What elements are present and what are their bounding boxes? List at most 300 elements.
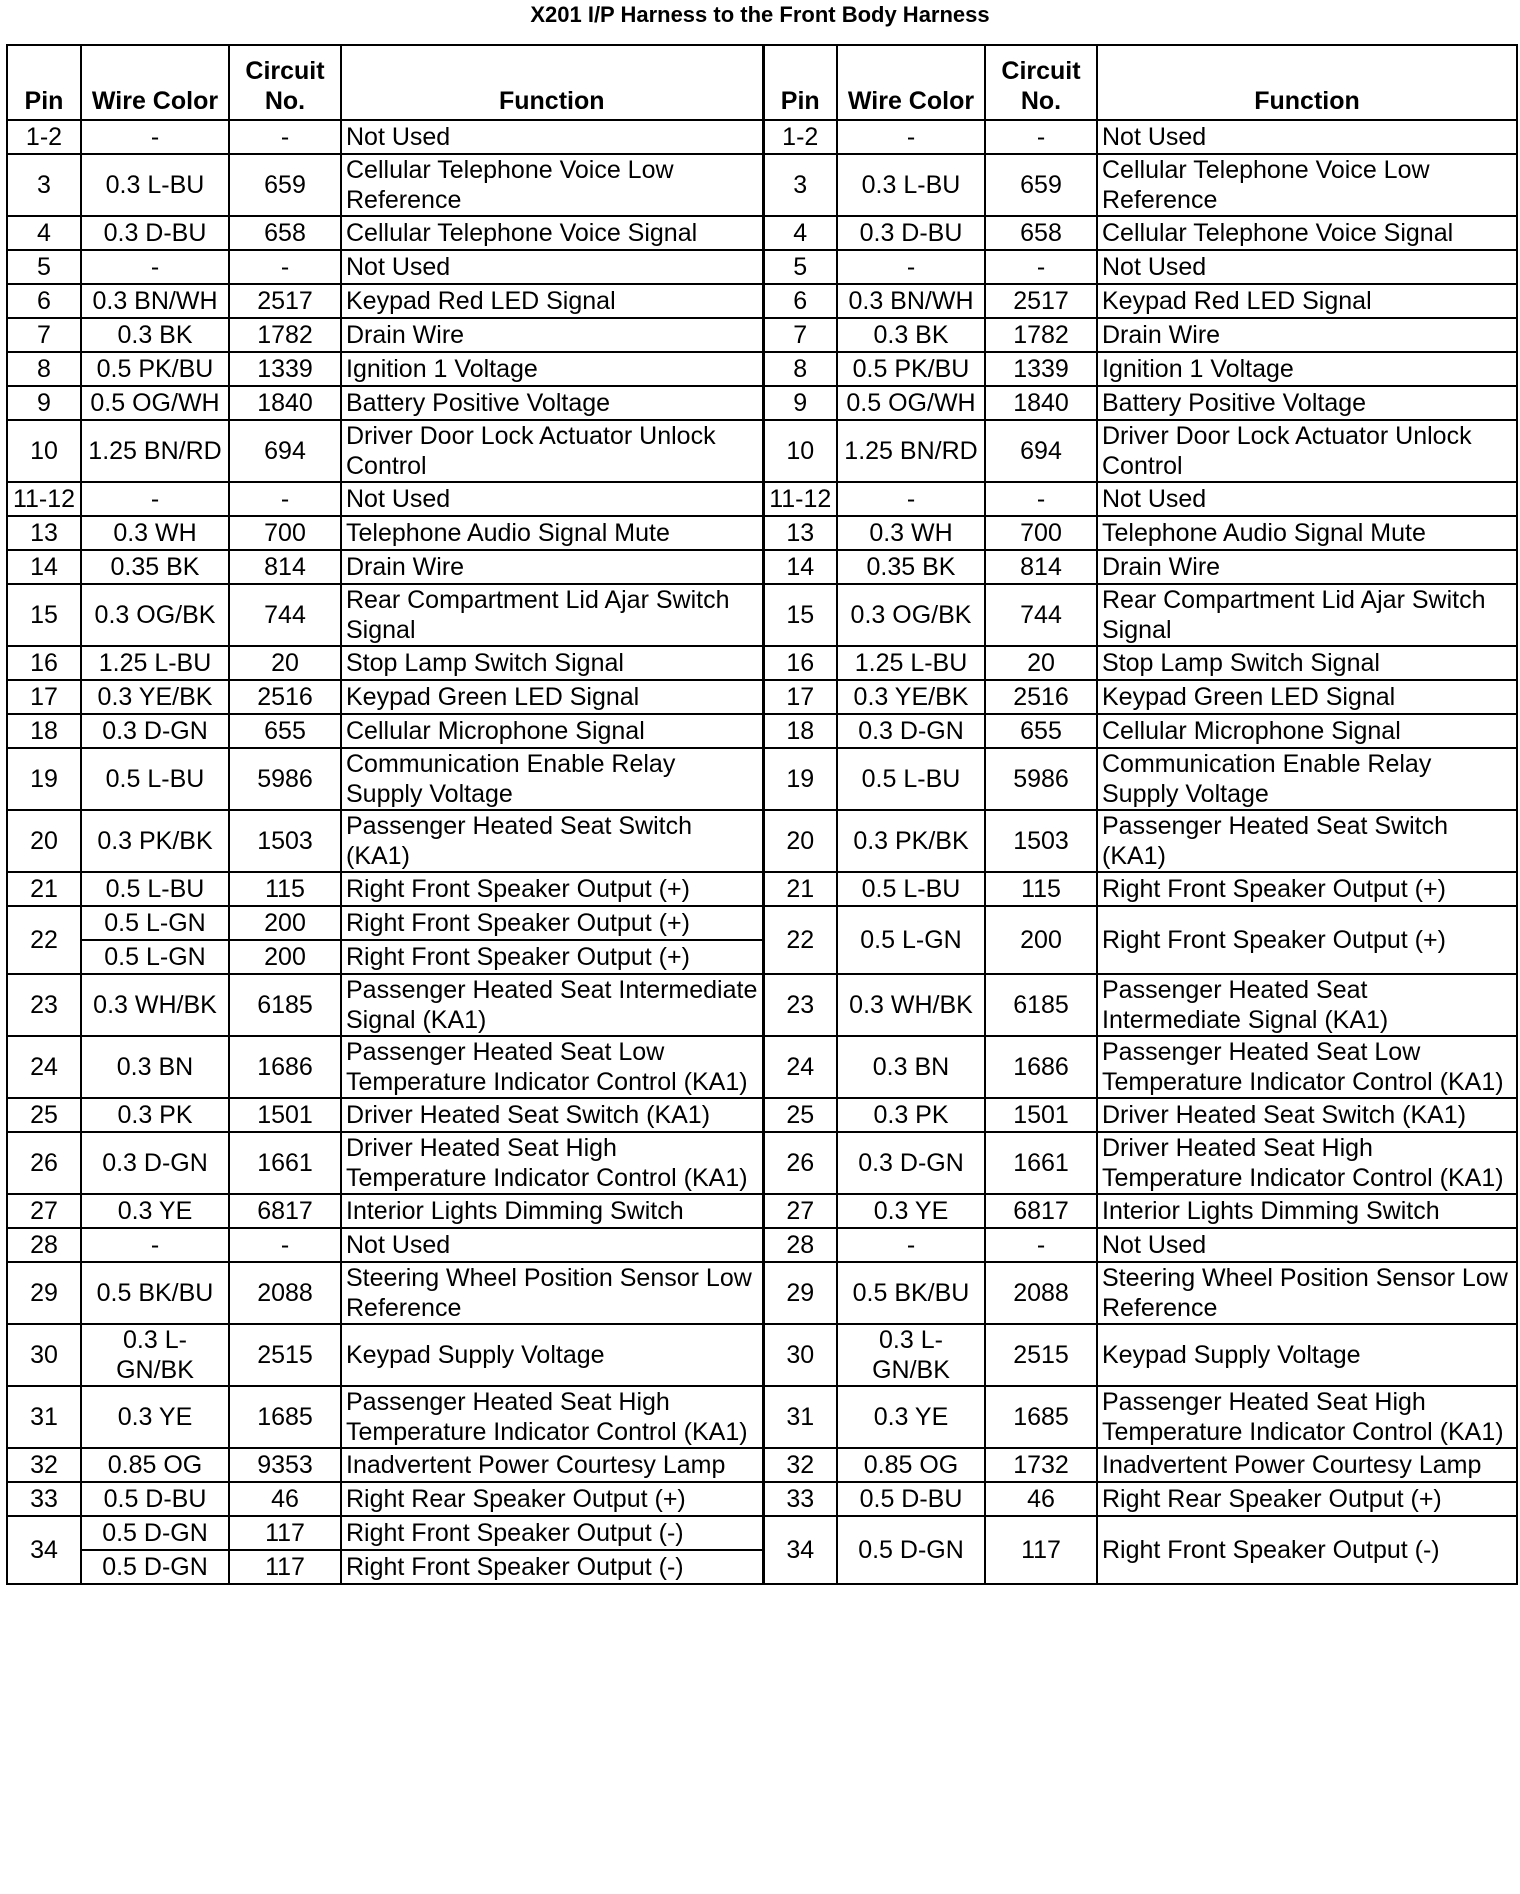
pin-cell: 24: [763, 1036, 837, 1098]
circuit-no-cell: 1686: [985, 1036, 1097, 1098]
pin-cell: 29: [763, 1262, 837, 1324]
table-row: [7, 1098, 1517, 1132]
header-circuit-no: Circuit No.: [985, 45, 1097, 120]
circuit-no-cell: 1732: [985, 1448, 1097, 1482]
pin-cell: 28: [763, 1228, 837, 1262]
header-function: Function: [1097, 45, 1517, 120]
table-row: [7, 120, 1517, 154]
circuit-no-cell: 1840: [985, 386, 1097, 420]
table-row: [7, 216, 1517, 250]
wire-color-cell: -: [837, 1228, 985, 1262]
wire-color-cell: -: [81, 120, 229, 154]
function-cell: Cellular Telephone Voice Low Reference: [341, 154, 763, 216]
wire-color-cell: 0.5 D-GN: [81, 1550, 229, 1584]
circuit-no-cell: 814: [229, 550, 341, 584]
pin-cell: 30: [763, 1324, 837, 1386]
pin-cell: 33: [7, 1482, 81, 1516]
function-cell: Battery Positive Voltage: [1097, 386, 1517, 420]
circuit-no-cell: 1661: [985, 1132, 1097, 1194]
function-cell: Driver Door Lock Actuator Unlock Control: [1097, 420, 1517, 482]
circuit-no-cell: 200: [985, 906, 1097, 974]
pin-cell: 4: [763, 216, 837, 250]
function-cell: Driver Heated Seat High Temperature Indicator Control (KA1): [341, 1132, 763, 1194]
circuit-no-cell: 655: [229, 714, 341, 748]
pin-cell: 18: [7, 714, 81, 748]
wire-color-cell: 0.3 L-GN/BK: [837, 1324, 985, 1386]
circuit-no-cell: 2088: [985, 1262, 1097, 1324]
function-cell: Not Used: [341, 1228, 763, 1262]
pin-cell: 26: [7, 1132, 81, 1194]
wire-color-cell: 0.3 OG/BK: [81, 584, 229, 646]
wire-color-cell: 0.3 PK: [81, 1098, 229, 1132]
function-cell: Keypad Red LED Signal: [1097, 284, 1517, 318]
circuit-no-cell: 200: [229, 906, 341, 940]
wire-color-cell: 0.5 L-GN: [81, 940, 229, 974]
table-row: [7, 318, 1517, 352]
wire-color-cell: 0.3 YE/BK: [837, 680, 985, 714]
circuit-no-cell: 117: [229, 1550, 341, 1584]
pin-cell: 32: [763, 1448, 837, 1482]
table-row: [7, 714, 1517, 748]
circuit-no-cell: 200: [229, 940, 341, 974]
wire-color-cell: 0.5 D-BU: [837, 1482, 985, 1516]
pin-cell: 7: [7, 318, 81, 352]
wire-color-cell: 0.3 OG/BK: [837, 584, 985, 646]
circuit-no-cell: 2517: [229, 284, 341, 318]
function-cell: Not Used: [1097, 1228, 1517, 1262]
wire-color-cell: 0.5 D-BU: [81, 1482, 229, 1516]
table-row: [7, 810, 1517, 872]
circuit-no-cell: 1503: [229, 810, 341, 872]
pin-cell: 27: [763, 1194, 837, 1228]
wire-color-cell: 0.35 BK: [837, 550, 985, 584]
function-cell: Steering Wheel Position Sensor Low Reference: [341, 1262, 763, 1324]
function-cell: Battery Positive Voltage: [341, 386, 763, 420]
table-row: [7, 1516, 1517, 1550]
header-pin: Pin: [7, 45, 81, 120]
circuit-no-cell: 2515: [229, 1324, 341, 1386]
wire-color-cell: 0.5 L-GN: [837, 906, 985, 974]
function-cell: Right Front Speaker Output (-): [341, 1550, 763, 1584]
wire-color-cell: 0.5 L-BU: [81, 872, 229, 906]
function-cell: Passenger Heated Seat High Temperature Indicator Control (KA1): [341, 1386, 763, 1448]
wire-color-cell: 0.35 BK: [81, 550, 229, 584]
circuit-no-cell: 1339: [985, 352, 1097, 386]
circuit-no-cell: 46: [985, 1482, 1097, 1516]
pin-cell: 7: [763, 318, 837, 352]
wire-color-cell: 0.3 D-BU: [81, 216, 229, 250]
circuit-no-cell: 659: [985, 154, 1097, 216]
function-cell: Passenger Heated Seat Intermediate Signal (KA1): [1097, 974, 1517, 1036]
function-cell: Driver Door Lock Actuator Unlock Control: [341, 420, 763, 482]
pin-cell: 22: [7, 906, 81, 974]
function-cell: Stop Lamp Switch Signal: [1097, 646, 1517, 680]
table-row: [7, 1482, 1517, 1516]
table-row: [7, 550, 1517, 584]
circuit-no-cell: 655: [985, 714, 1097, 748]
circuit-no-cell: 1501: [985, 1098, 1097, 1132]
wire-color-cell: 0.3 L-BU: [81, 154, 229, 216]
table-row: [7, 680, 1517, 714]
pin-cell: 3: [7, 154, 81, 216]
pin-cell: 34: [7, 1516, 81, 1584]
wire-color-cell: -: [837, 250, 985, 284]
function-cell: Interior Lights Dimming Switch: [341, 1194, 763, 1228]
function-cell: Drain Wire: [341, 550, 763, 584]
pin-cell: 5: [7, 250, 81, 284]
circuit-no-cell: 6817: [229, 1194, 341, 1228]
function-cell: Right Rear Speaker Output (+): [341, 1482, 763, 1516]
pin-cell: 14: [7, 550, 81, 584]
wire-color-cell: 1.25 L-BU: [81, 646, 229, 680]
function-cell: Cellular Microphone Signal: [341, 714, 763, 748]
wire-color-cell: 0.3 PK/BK: [837, 810, 985, 872]
wire-color-cell: 0.3 BK: [837, 318, 985, 352]
function-cell: Cellular Microphone Signal: [1097, 714, 1517, 748]
wire-color-cell: -: [837, 482, 985, 516]
wire-color-cell: 0.3 WH/BK: [81, 974, 229, 1036]
pin-cell: 33: [763, 1482, 837, 1516]
function-cell: Passenger Heated Seat Intermediate Signal (KA1): [341, 974, 763, 1036]
function-cell: Cellular Telephone Voice Low Reference: [1097, 154, 1517, 216]
circuit-no-cell: 694: [229, 420, 341, 482]
pin-cell: 19: [7, 748, 81, 810]
circuit-no-cell: 5986: [229, 748, 341, 810]
table-header-row: [7, 45, 1517, 120]
wire-color-cell: 0.3 D-BU: [837, 216, 985, 250]
pin-cell: 4: [7, 216, 81, 250]
circuit-no-cell: 117: [985, 1516, 1097, 1584]
function-cell: Not Used: [341, 120, 763, 154]
circuit-no-cell: 20: [229, 646, 341, 680]
pin-cell: 32: [7, 1448, 81, 1482]
circuit-no-cell: 700: [985, 516, 1097, 550]
function-cell: Rear Compartment Lid Ajar Switch Signal: [1097, 584, 1517, 646]
pin-cell: 30: [7, 1324, 81, 1386]
pin-cell: 21: [7, 872, 81, 906]
function-cell: Right Front Speaker Output (+): [341, 940, 763, 974]
table-row: [7, 1324, 1517, 1386]
pin-cell: 11-12: [7, 482, 81, 516]
function-cell: Telephone Audio Signal Mute: [341, 516, 763, 550]
wire-color-cell: 0.3 YE/BK: [81, 680, 229, 714]
circuit-no-cell: 1686: [229, 1036, 341, 1098]
function-cell: Right Front Speaker Output (+): [1097, 872, 1517, 906]
pin-cell: 25: [763, 1098, 837, 1132]
function-cell: Right Front Speaker Output (+): [341, 872, 763, 906]
pin-cell: 3: [763, 154, 837, 216]
pin-cell: 1-2: [7, 120, 81, 154]
function-cell: Inadvertent Power Courtesy Lamp: [341, 1448, 763, 1482]
pin-cell: 8: [7, 352, 81, 386]
circuit-no-cell: 115: [229, 872, 341, 906]
pin-cell: 17: [7, 680, 81, 714]
table-row: [7, 516, 1517, 550]
circuit-no-cell: 658: [985, 216, 1097, 250]
pin-cell: 25: [7, 1098, 81, 1132]
function-cell: Drain Wire: [341, 318, 763, 352]
pin-cell: 13: [7, 516, 81, 550]
circuit-no-cell: 46: [229, 1482, 341, 1516]
table-row: [7, 482, 1517, 516]
wire-color-cell: 0.5 D-GN: [837, 1516, 985, 1584]
table-row: [7, 748, 1517, 810]
wire-color-cell: 0.5 OG/WH: [837, 386, 985, 420]
function-cell: Drain Wire: [1097, 318, 1517, 352]
circuit-no-cell: 1661: [229, 1132, 341, 1194]
pin-cell: 20: [7, 810, 81, 872]
function-cell: Right Front Speaker Output (-): [1097, 1516, 1517, 1584]
wire-color-cell: 0.3 BN: [81, 1036, 229, 1098]
function-cell: Cellular Telephone Voice Signal: [341, 216, 763, 250]
circuit-no-cell: 2515: [985, 1324, 1097, 1386]
header-pin: Pin: [763, 45, 837, 120]
function-cell: Stop Lamp Switch Signal: [341, 646, 763, 680]
function-cell: Driver Heated Seat Switch (KA1): [341, 1098, 763, 1132]
function-cell: Keypad Supply Voltage: [341, 1324, 763, 1386]
function-cell: Passenger Heated Seat Low Temperature Indicator Control (KA1): [341, 1036, 763, 1098]
wire-color-cell: 1.25 BN/RD: [81, 420, 229, 482]
wire-color-cell: 0.3 WH: [837, 516, 985, 550]
pinout-table: [6, 44, 1518, 1585]
pin-cell: 22: [763, 906, 837, 974]
function-cell: Passenger Heated Seat High Temperature Indicator Control (KA1): [1097, 1386, 1517, 1448]
wire-color-cell: 0.3 D-GN: [81, 714, 229, 748]
function-cell: Passenger Heated Seat Switch (KA1): [341, 810, 763, 872]
wire-color-cell: 1.25 BN/RD: [837, 420, 985, 482]
table-row: [7, 420, 1517, 482]
page-title: X201 I/P Harness to the Front Body Harness: [530, 2, 990, 27]
pin-cell: 29: [7, 1262, 81, 1324]
pin-cell: 21: [763, 872, 837, 906]
table-row: [7, 1036, 1517, 1098]
pin-cell: 26: [763, 1132, 837, 1194]
circuit-no-cell: 1840: [229, 386, 341, 420]
function-cell: Ignition 1 Voltage: [1097, 352, 1517, 386]
pin-cell: 23: [7, 974, 81, 1036]
harness-table-wrapper: [6, 44, 1518, 1585]
function-cell: Drain Wire: [1097, 550, 1517, 584]
function-cell: Communication Enable Relay Supply Voltage: [1097, 748, 1517, 810]
circuit-no-cell: 117: [229, 1516, 341, 1550]
wire-color-cell: 0.3 D-GN: [81, 1132, 229, 1194]
pin-cell: 1-2: [763, 120, 837, 154]
wire-color-cell: 0.3 BN/WH: [837, 284, 985, 318]
pin-cell: 14: [763, 550, 837, 584]
pin-cell: 17: [763, 680, 837, 714]
function-cell: Keypad Red LED Signal: [341, 284, 763, 318]
wire-color-cell: 0.3 PK: [837, 1098, 985, 1132]
wire-color-cell: 0.3 BN: [837, 1036, 985, 1098]
wire-color-cell: -: [837, 120, 985, 154]
pin-cell: 9: [763, 386, 837, 420]
wire-color-cell: 0.5 BK/BU: [81, 1262, 229, 1324]
circuit-no-cell: 6185: [229, 974, 341, 1036]
table-row: [7, 1448, 1517, 1482]
pin-cell: 24: [7, 1036, 81, 1098]
table-row: [7, 1228, 1517, 1262]
wire-color-cell: -: [81, 1228, 229, 1262]
function-cell: Not Used: [341, 482, 763, 516]
header-circuit-no: Circuit No.: [229, 45, 341, 120]
circuit-no-cell: -: [229, 482, 341, 516]
circuit-no-cell: -: [985, 120, 1097, 154]
wire-color-cell: 0.5 PK/BU: [837, 352, 985, 386]
pin-cell: 8: [763, 352, 837, 386]
function-cell: Right Rear Speaker Output (+): [1097, 1482, 1517, 1516]
pin-cell: 16: [763, 646, 837, 680]
pin-cell: 13: [763, 516, 837, 550]
table-row: [7, 646, 1517, 680]
header-function: Function: [341, 45, 763, 120]
wire-color-cell: 0.3 BN/WH: [81, 284, 229, 318]
pin-cell: 16: [7, 646, 81, 680]
pin-cell: 18: [763, 714, 837, 748]
circuit-no-cell: 700: [229, 516, 341, 550]
function-cell: Steering Wheel Position Sensor Low Reference: [1097, 1262, 1517, 1324]
wire-color-cell: -: [81, 482, 229, 516]
function-cell: Keypad Green LED Signal: [341, 680, 763, 714]
pin-cell: 15: [7, 584, 81, 646]
wire-color-cell: 0.3 D-GN: [837, 714, 985, 748]
function-cell: Passenger Heated Seat Low Temperature Indicator Control (KA1): [1097, 1036, 1517, 1098]
circuit-no-cell: 659: [229, 154, 341, 216]
table-row: [7, 974, 1517, 1036]
pin-cell: 5: [763, 250, 837, 284]
table-row: [7, 352, 1517, 386]
pin-cell: 28: [7, 1228, 81, 1262]
circuit-no-cell: -: [985, 1228, 1097, 1262]
circuit-no-cell: -: [985, 482, 1097, 516]
wire-color-cell: 0.3 YE: [81, 1194, 229, 1228]
circuit-no-cell: 2088: [229, 1262, 341, 1324]
function-cell: Not Used: [1097, 482, 1517, 516]
wire-color-cell: 0.3 YE: [837, 1194, 985, 1228]
header-wire-color: Wire Color: [81, 45, 229, 120]
circuit-no-cell: 2516: [985, 680, 1097, 714]
function-cell: Not Used: [1097, 250, 1517, 284]
table-row: [7, 1386, 1517, 1448]
table-row: [7, 1132, 1517, 1194]
table-row: [7, 1262, 1517, 1324]
circuit-no-cell: 20: [985, 646, 1097, 680]
function-cell: Telephone Audio Signal Mute: [1097, 516, 1517, 550]
function-cell: Keypad Green LED Signal: [1097, 680, 1517, 714]
circuit-no-cell: 2516: [229, 680, 341, 714]
function-cell: Cellular Telephone Voice Signal: [1097, 216, 1517, 250]
circuit-no-cell: 1685: [229, 1386, 341, 1448]
wire-color-cell: 0.5 L-BU: [837, 872, 985, 906]
pin-cell: 6: [7, 284, 81, 318]
wire-color-cell: 1.25 L-BU: [837, 646, 985, 680]
table-row: [7, 1194, 1517, 1228]
pin-cell: 10: [763, 420, 837, 482]
circuit-no-cell: 2517: [985, 284, 1097, 318]
pin-cell: 23: [763, 974, 837, 1036]
function-cell: Passenger Heated Seat Switch (KA1): [1097, 810, 1517, 872]
wire-color-cell: 0.5 L-GN: [81, 906, 229, 940]
circuit-no-cell: 1685: [985, 1386, 1097, 1448]
circuit-no-cell: 1339: [229, 352, 341, 386]
circuit-no-cell: 814: [985, 550, 1097, 584]
wire-color-cell: 0.3 L-BU: [837, 154, 985, 216]
circuit-no-cell: -: [229, 250, 341, 284]
function-cell: Inadvertent Power Courtesy Lamp: [1097, 1448, 1517, 1482]
wire-color-cell: 0.3 WH/BK: [837, 974, 985, 1036]
circuit-no-cell: 694: [985, 420, 1097, 482]
header-wire-color: Wire Color: [837, 45, 985, 120]
pin-cell: 19: [763, 748, 837, 810]
function-cell: Not Used: [341, 250, 763, 284]
wire-color-cell: 0.5 L-BU: [837, 748, 985, 810]
function-cell: Right Front Speaker Output (+): [341, 906, 763, 940]
table-row: [7, 386, 1517, 420]
pin-cell: 11-12: [763, 482, 837, 516]
function-cell: Not Used: [1097, 120, 1517, 154]
circuit-no-cell: 5986: [985, 748, 1097, 810]
pin-cell: 10: [7, 420, 81, 482]
wire-color-cell: -: [81, 250, 229, 284]
function-cell: Right Front Speaker Output (+): [1097, 906, 1517, 974]
wire-color-cell: 0.3 D-GN: [837, 1132, 985, 1194]
wire-color-cell: 0.3 YE: [837, 1386, 985, 1448]
wire-color-cell: 0.5 OG/WH: [81, 386, 229, 420]
pin-cell: 31: [763, 1386, 837, 1448]
table-row: [7, 250, 1517, 284]
circuit-no-cell: -: [229, 120, 341, 154]
circuit-no-cell: 1782: [229, 318, 341, 352]
pin-cell: 6: [763, 284, 837, 318]
pin-cell: 9: [7, 386, 81, 420]
wire-color-cell: 0.3 WH: [81, 516, 229, 550]
function-cell: Interior Lights Dimming Switch: [1097, 1194, 1517, 1228]
wire-color-cell: 0.3 BK: [81, 318, 229, 352]
circuit-no-cell: 6817: [985, 1194, 1097, 1228]
circuit-no-cell: 115: [985, 872, 1097, 906]
circuit-no-cell: 9353: [229, 1448, 341, 1482]
wire-color-cell: 0.5 BK/BU: [837, 1262, 985, 1324]
function-cell: Driver Heated Seat High Temperature Indicator Control (KA1): [1097, 1132, 1517, 1194]
circuit-no-cell: 6185: [985, 974, 1097, 1036]
table-row: [7, 284, 1517, 318]
function-cell: Keypad Supply Voltage: [1097, 1324, 1517, 1386]
wire-color-cell: 0.85 OG: [81, 1448, 229, 1482]
wire-color-cell: 0.3 PK/BK: [81, 810, 229, 872]
wire-color-cell: 0.5 PK/BU: [81, 352, 229, 386]
function-cell: Communication Enable Relay Supply Voltage: [341, 748, 763, 810]
function-cell: Rear Compartment Lid Ajar Switch Signal: [341, 584, 763, 646]
pin-cell: 15: [763, 584, 837, 646]
table-row: [7, 906, 1517, 940]
wire-color-cell: 0.3 YE: [81, 1386, 229, 1448]
table-row: [7, 584, 1517, 646]
circuit-no-cell: 1782: [985, 318, 1097, 352]
pin-cell: 31: [7, 1386, 81, 1448]
wire-color-cell: 0.3 L-GN/BK: [81, 1324, 229, 1386]
wire-color-cell: 0.85 OG: [837, 1448, 985, 1482]
pin-cell: 20: [763, 810, 837, 872]
pin-cell: 27: [7, 1194, 81, 1228]
function-cell: Driver Heated Seat Switch (KA1): [1097, 1098, 1517, 1132]
function-cell: Right Front Speaker Output (-): [341, 1516, 763, 1550]
wire-color-cell: 0.5 D-GN: [81, 1516, 229, 1550]
function-cell: Ignition 1 Voltage: [341, 352, 763, 386]
circuit-no-cell: 744: [229, 584, 341, 646]
circuit-no-cell: 1501: [229, 1098, 341, 1132]
wire-color-cell: 0.5 L-BU: [81, 748, 229, 810]
circuit-no-cell: 658: [229, 216, 341, 250]
circuit-no-cell: -: [229, 1228, 341, 1262]
